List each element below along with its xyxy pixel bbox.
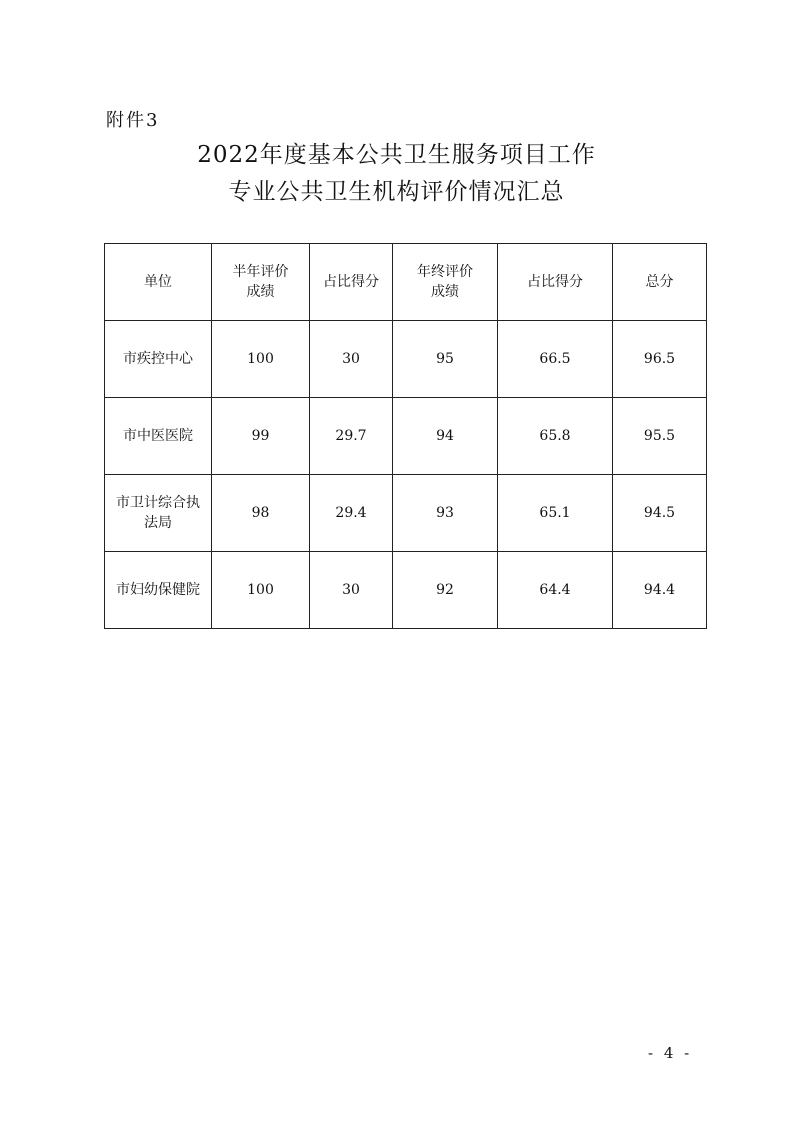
half-year-score-cell: 100 [212,321,310,398]
document-title-line-1: 2022年度基本公共卫生服务项目工作 [197,142,596,168]
header-half-year-score: 半年评价 成绩 [212,244,310,321]
half-year-weighted-cell: 30 [310,321,393,398]
half-year-weighted-cell: 30 [310,552,393,629]
header-unit: 单位 [105,244,212,321]
table-row [105,398,707,475]
half-year-score-cell: 99 [212,398,310,475]
table-header-row [105,244,707,321]
table-row [105,475,707,552]
attachment-label: 附件3 [106,110,160,131]
unit-cell: 市中医医院 [105,398,212,475]
total-cell: 95.5 [613,398,707,475]
year-end-score-cell: 92 [393,552,498,629]
header-year-end-score: 年终评价 成绩 [393,244,498,321]
unit-cell: 市妇幼保健院 [105,552,212,629]
year-end-weighted-cell: 65.1 [498,475,613,552]
evaluation-summary-table [104,243,707,629]
header-total: 总分 [613,244,707,321]
page-number: - 4 - [648,1044,693,1062]
unit-cell: 市卫计综合执 法局 [105,475,212,552]
header-year-end-weighted: 占比得分 [498,244,613,321]
total-cell: 94.5 [613,475,707,552]
half-year-weighted-cell: 29.4 [310,475,393,552]
document-title-line-2: 专业公共卫生机构评价情况汇总 [228,179,565,205]
half-year-score-cell: 98 [212,475,310,552]
header-half-year-weighted: 占比得分 [310,244,393,321]
total-cell: 94.4 [613,552,707,629]
half-year-score-cell: 100 [212,552,310,629]
year-end-score-cell: 93 [393,475,498,552]
year-end-score-cell: 94 [393,398,498,475]
year-end-score-cell: 95 [393,321,498,398]
table-row [105,321,707,398]
year-end-weighted-cell: 65.8 [498,398,613,475]
unit-cell: 市疾控中心 [105,321,212,398]
half-year-weighted-cell: 29.7 [310,398,393,475]
table-row [105,552,707,629]
total-cell: 96.5 [613,321,707,398]
year-end-weighted-cell: 64.4 [498,552,613,629]
year-end-weighted-cell: 66.5 [498,321,613,398]
